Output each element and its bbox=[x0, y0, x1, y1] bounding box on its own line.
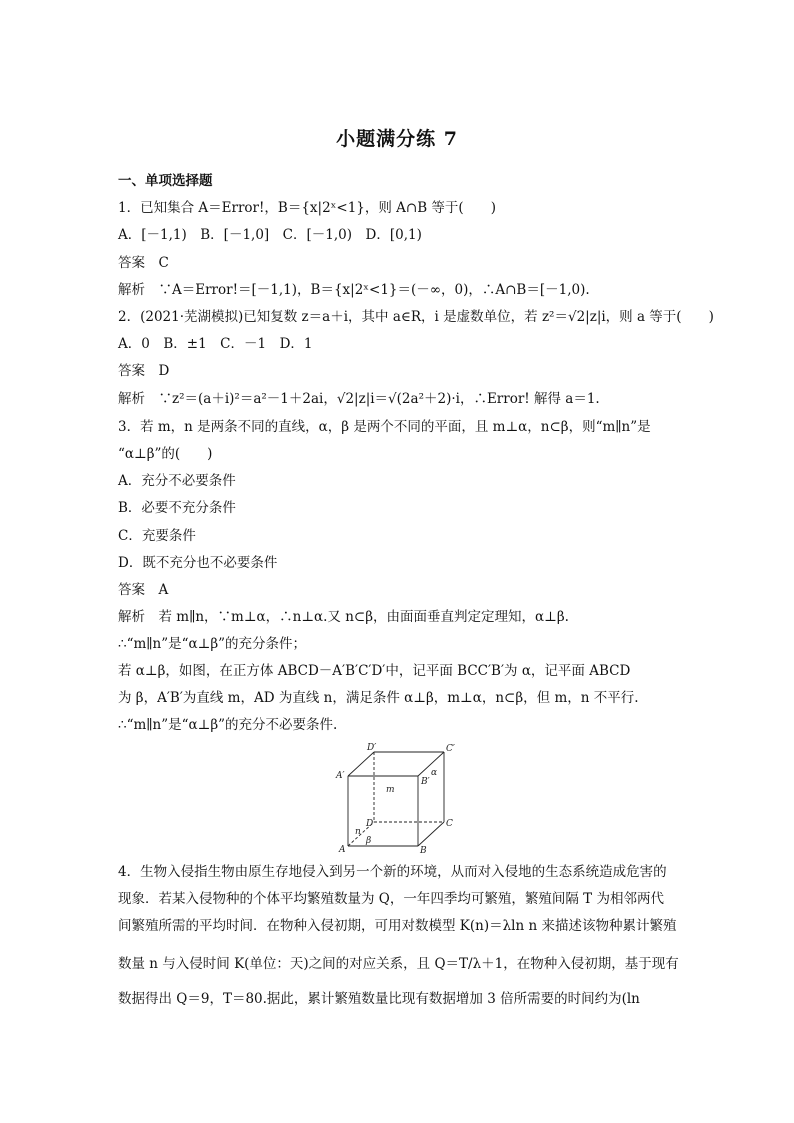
label-m: m bbox=[386, 785, 395, 795]
label-a: A bbox=[339, 845, 346, 854]
label-d: D bbox=[366, 819, 374, 829]
label-d1: D′ bbox=[367, 743, 377, 753]
q4-line5: 数据得出 Q＝9，T＝80.据此，累计繁殖数量比现有数据增加 3 倍所需要的时间约为(ln bbox=[118, 991, 640, 1007]
q3-option-b: B．必要不充分条件 bbox=[118, 500, 236, 516]
q1-solution: 解析 ∵A＝Error!＝[－1,1)，B＝{x|2ˣ<1}＝(－∞，0)，∴A∩B＝[－1,0). bbox=[118, 282, 590, 298]
edge-bc bbox=[418, 822, 444, 846]
q3-option-a: A．充分不必要条件 bbox=[118, 473, 236, 489]
q3-solution-line3: 若 α⊥β，如图，在正方体 ABCD－A′B′C′D′中，记平面 BCC′B′为 α，记平面 ABCD bbox=[118, 663, 631, 679]
label-alpha: α bbox=[431, 768, 438, 778]
cube-figure bbox=[330, 742, 460, 854]
q3-option-c: C．充要条件 bbox=[118, 528, 196, 544]
q2-options: A．0 B．±1 C．－1 D．1 bbox=[118, 336, 313, 352]
q1-stem: 1．已知集合 A＝Error!，B＝{x|2ˣ<1}，则 A∩B 等于( ) bbox=[118, 200, 496, 216]
q3-solution-line2: ∴“m∥n”是“α⊥β”的充分条件； bbox=[118, 636, 307, 652]
q4-line4: 数量 n 与入侵时间 K(单位：天)之间的对应关系，且 Q＝T/λ＋1，在物种入侵初期，基于现有 bbox=[118, 956, 679, 972]
q4-line3: 间繁殖所需的平均时间．在物种入侵初期，可用对数模型 K(n)＝λln n 来描述该物种累计繁殖 bbox=[118, 918, 677, 934]
label-beta: β bbox=[366, 836, 372, 846]
q3-solution-line4: 为 β，A′B′为直线 m，AD 为直线 n，满足条件 α⊥β，m⊥α，n⊂β，但 m，n 不平行. bbox=[118, 690, 639, 706]
q1-options: A．[－1,1) B．[－1,0] C．[－1,0) D．[0,1) bbox=[118, 227, 422, 243]
label-c: C bbox=[446, 819, 453, 829]
label-a1: A′ bbox=[336, 771, 345, 781]
label-c1: C′ bbox=[446, 744, 455, 754]
q3-option-d: D．既不充分也不必要条件 bbox=[118, 555, 278, 571]
label-n: n bbox=[355, 827, 361, 837]
q2-stem: 2．(2021·芜湖模拟)已知复数 z＝a＋i，其中 a∈R，i 是虚数单位，若 z²＝√2|z|i，则 a 等于( ) bbox=[118, 309, 714, 325]
section-heading: 一、单项选择题 bbox=[118, 173, 213, 189]
q3-solution-line5: ∴“m∥n”是“α⊥β”的充分不必要条件. bbox=[118, 717, 338, 733]
q4-line2: 现象．若某入侵物种的个体平均繁殖数量为 Q，一年四季均可繁殖，繁殖间隔 T 为相邻两代 bbox=[118, 891, 664, 907]
q2-answer: 答案 D bbox=[118, 363, 170, 379]
q4-line1: 4．生物入侵指生物由原生存地侵入到另一个新的环境，从而对入侵地的生态系统造成危害的 bbox=[118, 864, 667, 880]
page-title: 小题满分练 7 bbox=[336, 128, 458, 150]
q3-stem-line2: “α⊥β”的( ) bbox=[118, 446, 213, 462]
q3-answer: 答案 A bbox=[118, 582, 169, 598]
q2-solution: 解析 ∵z²＝(a＋i)²＝a²－1＋2ai，√2|z|i＝√(2a²＋2)·i，∴Error! 解得 a＝1. bbox=[118, 391, 600, 407]
q3-stem-line1: 3．若 m，n 是两条不同的直线，α，β 是两个不同的平面，且 m⊥α，n⊂β，则“m∥n”是 bbox=[118, 419, 651, 435]
label-b: B bbox=[420, 846, 427, 854]
q1-answer: 答案 C bbox=[118, 255, 169, 271]
label-b1: B′ bbox=[421, 777, 430, 787]
edge-a1d1 bbox=[348, 752, 374, 776]
q3-solution-line1: 解析 若 m∥n，∵m⊥α，∴n⊥α.又 n⊂β，由面面垂直判定定理知，α⊥β. bbox=[118, 609, 569, 625]
